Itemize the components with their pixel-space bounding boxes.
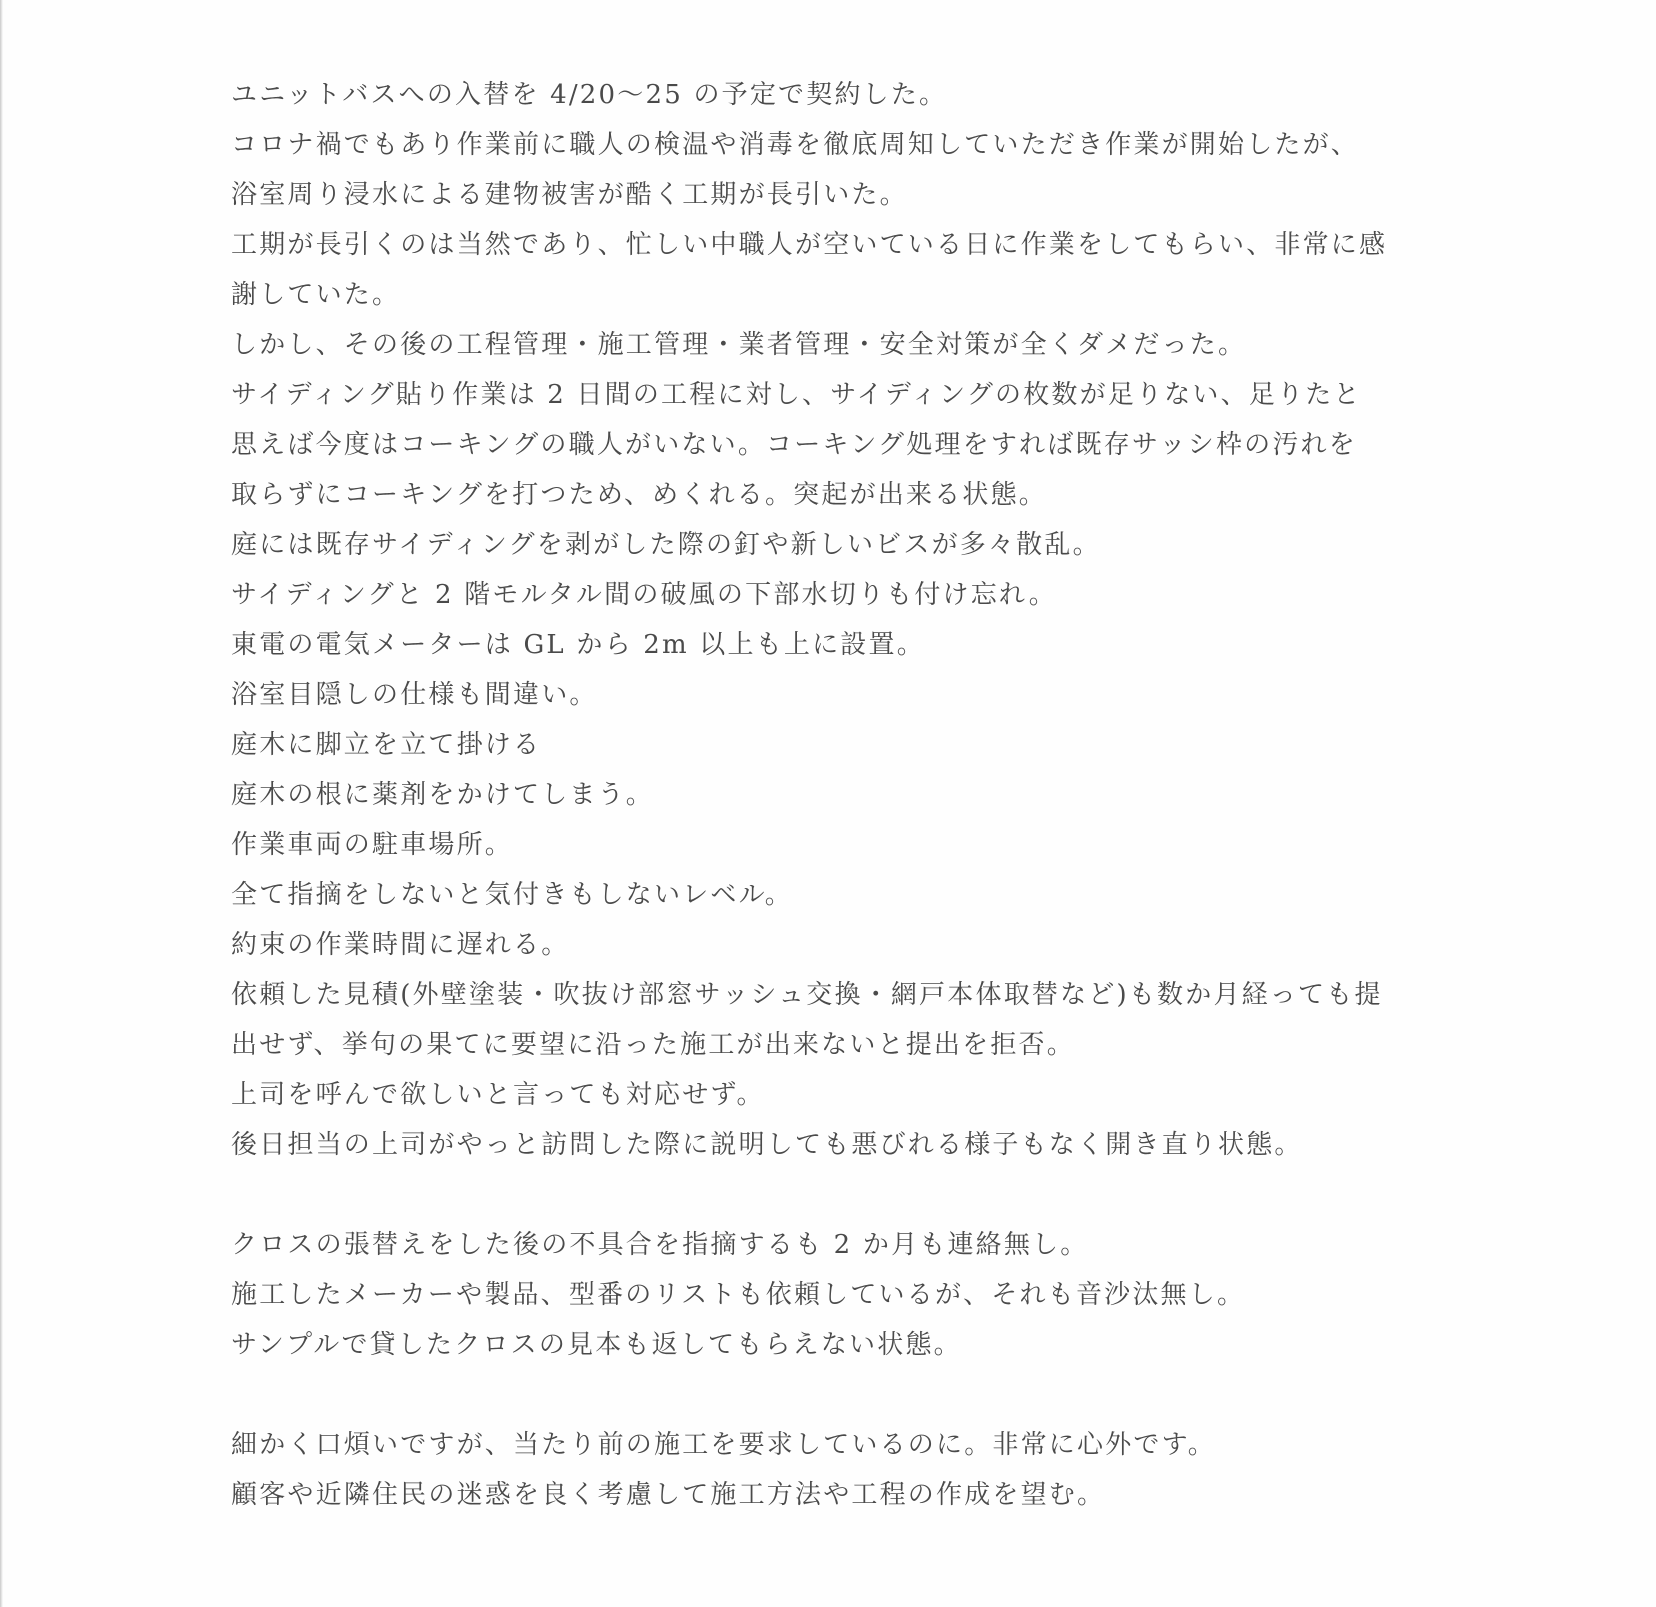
paragraph-spacer <box>231 1170 1531 1220</box>
text-line: 謝していた。 <box>231 280 401 310</box>
text-line: サイディングと 2 階モルタル間の破風の下部水切りも付け忘れ。 <box>231 580 1057 610</box>
complaint-letter-body <box>231 70 1531 1520</box>
text-line: サイディング貼り作業は 2 日間の工程に対し、サイディングの枚数が足りない、足りたと <box>231 380 1362 410</box>
text-line: 顧客や近隣住民の迷惑を良く考慮して施工方法や工程の作成を望む。 <box>231 1480 1106 1510</box>
text-line: 細かく口煩いですが、当たり前の施工を要求しているのに。非常に心外です。 <box>231 1430 1216 1460</box>
text-line: 作業車両の駐車場所。 <box>231 830 514 860</box>
text-line: 出せず、挙句の果てに要望に沿った施工が出来ないと提出を拒否。 <box>231 1030 1075 1060</box>
paragraph-wallpaper-issues <box>231 1220 1531 1370</box>
text-line: サンプルで貸したクロスの見本も返してもらえない状態。 <box>231 1330 962 1360</box>
text-line: しかし、その後の工程管理・施工管理・業者管理・安全対策が全くダメだった。 <box>231 330 1247 360</box>
text-line: クロスの張替えをした後の不具合を指摘するも 2 か月も連絡無し。 <box>231 1230 1089 1260</box>
scan-edge <box>0 0 3 1607</box>
text-line: 全て指摘をしないと気付きもしないレベル。 <box>231 880 793 910</box>
text-line: ユニットバスへの入替を 4/20～25 の予定で契約した。 <box>231 80 948 110</box>
text-line: 庭木の根に薬剤をかけてしまう。 <box>231 780 655 810</box>
text-line: 依頼した見積(外壁塗装・吹抜け部窓サッシュ交換・網戸本体取替など)も数か月経っても提 <box>231 980 1383 1010</box>
text-line: 東電の電気メーターは GL から 2m 以上も上に設置。 <box>231 630 925 660</box>
text-line: 庭木に脚立を立て掛ける <box>231 730 542 760</box>
paragraph-renovation-issues <box>231 70 1531 1170</box>
text-line: コロナ禍でもあり作業前に職人の検温や消毒を徹底周知していただき作業が開始したが、 <box>231 130 1360 160</box>
text-line: 上司を呼んで欲しいと言っても対応せず。 <box>231 1080 765 1110</box>
paragraph-spacer <box>231 1370 1531 1420</box>
text-line: 後日担当の上司がやっと訪問した際に説明しても悪びれる様子もなく開き直り状態。 <box>231 1130 1303 1160</box>
text-line: 取らずにコーキングを打つため、めくれる。突起が出来る状態。 <box>231 480 1047 510</box>
text-line: 思えば今度はコーキングの職人がいない。コーキング処理をすれば既存サッシ枠の汚れを <box>231 430 1357 460</box>
text-line: 施工したメーカーや製品、型番のリストも依頼しているが、それも音沙汰無し。 <box>231 1280 1246 1310</box>
text-line: 浴室周り浸水による建物被害が酷く工期が長引いた。 <box>231 180 908 210</box>
paragraph-closing-request <box>231 1420 1531 1520</box>
text-line: 浴室目隠しの仕様も間違い。 <box>231 680 598 710</box>
text-line: 約束の作業時間に遅れる。 <box>231 930 570 960</box>
text-line: 庭には既存サイディングを剥がした際の釘や新しいビスが多々散乱。 <box>231 530 1101 560</box>
text-line: 工期が長引くのは当然であり、忙しい中職人が空いている日に作業をしてもらい、非常に感 <box>231 230 1388 260</box>
